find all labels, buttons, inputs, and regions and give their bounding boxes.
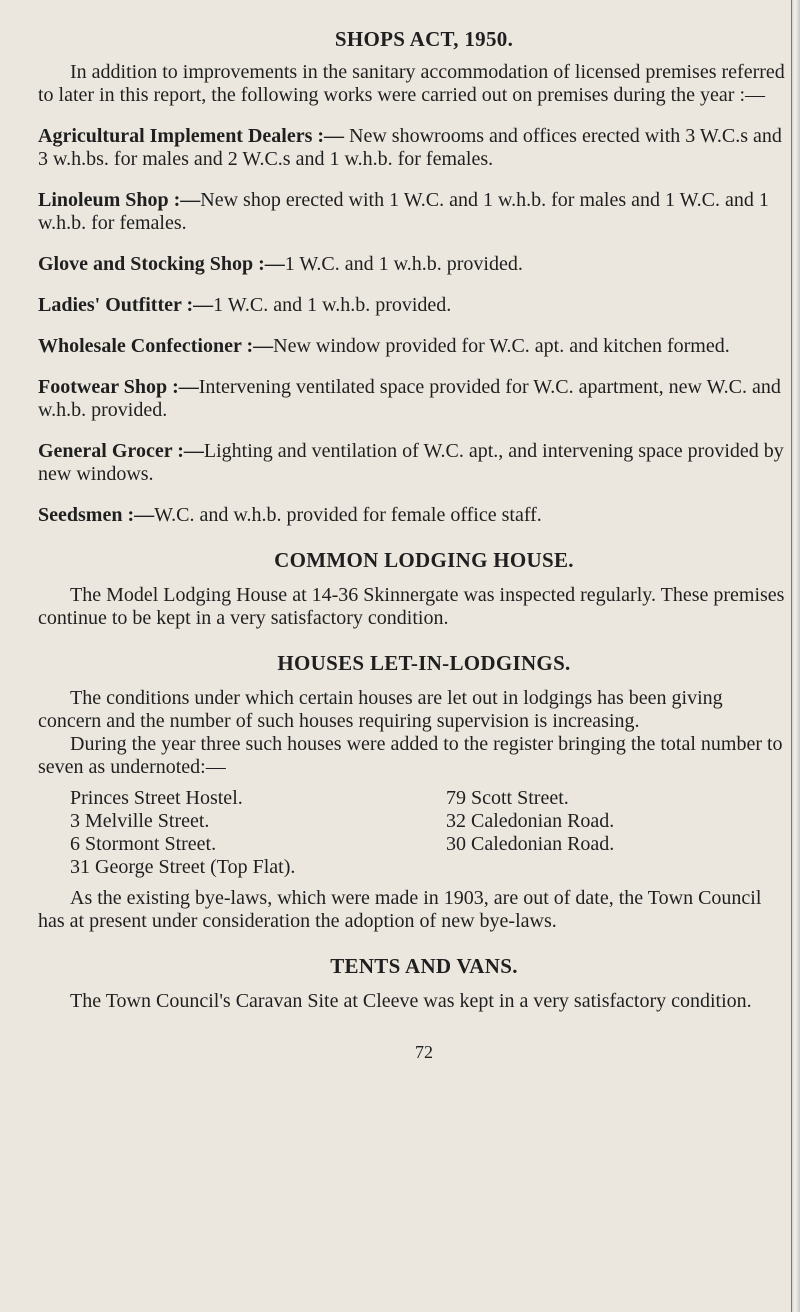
intro-paragraph: In addition to improvements in the sanitary accommodation of licensed premises referred to later in this report, the following works were carried out on premises during the year :—	[38, 61, 785, 106]
section-heading-lodging-house: COMMON LODGING HOUSE.	[274, 548, 574, 572]
work-label: Agricultural Implement Dealers :—	[38, 125, 345, 147]
work-text: 1 W.C. and 1 w.h.b. provided.	[213, 294, 452, 316]
page-title: SHOPS ACT, 1950.	[334, 27, 514, 51]
work-entry	[38, 504, 790, 527]
lodgings-paragraph-1: The conditions under which certain houses are let out in lodgings has been giving concern and the number of such houses requiring supervision is increasing.	[38, 687, 723, 732]
work-label: Footwear Shop :—	[38, 376, 199, 398]
work-text: 1 W.C. and 1 w.h.b. provided.	[284, 253, 523, 275]
work-label: General Grocer :—	[38, 440, 204, 462]
address-item: 79 Scott Street.	[446, 787, 569, 809]
work-text: New showrooms and offices erected with 3 W.C.s and 3 w.h.bs. for males and 2 W.C.s and 1 w.h.b. for females.	[38, 125, 782, 170]
work-entry	[38, 253, 790, 276]
address-item: 30 Caledonian Road.	[446, 833, 615, 855]
work-label: Linoleum Shop :—	[38, 189, 201, 211]
tents-paragraph: The Town Council's Caravan Site at Cleeve was kept in a very satisfactory condition.	[70, 990, 752, 1012]
lodgings-paragraph-2: During the year three such houses were added to the register bringing the total number to seven as undernoted:—	[38, 733, 783, 778]
work-label: Ladies' Outfitter :—	[38, 294, 214, 316]
work-label: Wholesale Confectioner :—	[38, 335, 274, 357]
work-text: Lighting and ventilation of W.C. apt., and intervening space provided by new windows.	[38, 440, 784, 485]
page-number: 72	[415, 1042, 433, 1062]
page-content	[38, 28, 790, 1064]
lodging-house-paragraph: The Model Lodging House at 14-36 Skinnergate was inspected regularly. These premises continue to be kept in a very satisfactory condition.	[38, 584, 785, 629]
work-text: Intervening ventilated space provided for W.C. apartment, new W.C. and w.h.b. provided.	[38, 376, 781, 421]
work-entry	[38, 376, 790, 422]
address-item: 3 Melville Street.	[70, 810, 210, 832]
work-label: Glove and Stocking Shop :—	[38, 253, 285, 275]
address-item: 6 Stormont Street.	[70, 833, 217, 855]
work-entry	[38, 125, 790, 171]
work-entry	[38, 335, 790, 358]
work-entry	[38, 189, 790, 235]
work-entry	[38, 440, 790, 486]
work-text: New shop erected with 1 W.C. and 1 w.h.b. for males and 1 W.C. and 1 w.h.b. for females.	[38, 189, 769, 234]
address-item: 31 George Street (Top Flat).	[70, 856, 296, 878]
work-text: New window provided for W.C. apt. and kitchen formed.	[273, 335, 730, 357]
address-item	[446, 856, 800, 879]
work-label: Seedsmen :—	[38, 504, 155, 526]
work-text: W.C. and w.h.b. provided for female office staff.	[154, 504, 542, 526]
section-heading-lodgings: HOUSES LET-IN-LODGINGS.	[277, 651, 571, 675]
section-heading-tents: TENTS AND VANS.	[330, 954, 518, 978]
page-edge	[791, 0, 800, 1312]
work-entry	[38, 294, 790, 317]
address-item: Princes Street Hostel.	[70, 787, 243, 809]
lodgings-paragraph-3: As the existing bye-laws, which were made in 1903, are out of date, the Town Council has at present under consideration the adoption of new bye-laws.	[38, 887, 762, 932]
address-list	[38, 787, 790, 879]
address-item: 32 Caledonian Road.	[446, 810, 615, 832]
